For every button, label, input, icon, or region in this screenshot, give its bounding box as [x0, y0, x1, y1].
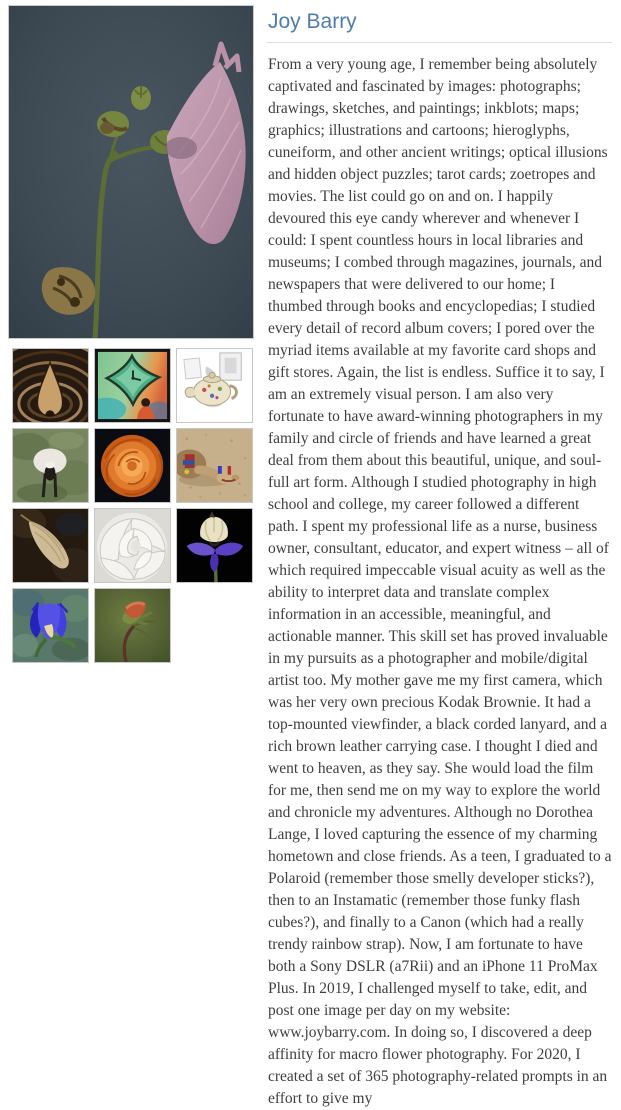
thumbnail-teapot-collage[interactable]: [176, 348, 253, 423]
melting-clock-surreal-photo: [95, 349, 170, 422]
thumbnail-flower-bud[interactable]: [94, 588, 171, 663]
pink-mallow-flower-photo: [9, 6, 253, 338]
sheep-in-field-photo: [13, 429, 88, 502]
thumbnail-orange-rose[interactable]: [94, 428, 171, 503]
thumbnail-white-rose[interactable]: [94, 508, 171, 583]
wood-vortex-teardrop-photo: [13, 349, 88, 422]
thumbnail-camel-sand[interactable]: [176, 428, 253, 503]
dried-seed-pod-photo: [13, 509, 88, 582]
orange-rose-photo: [95, 429, 170, 502]
thumbnail-melting-clock[interactable]: [94, 348, 171, 423]
bio-column: [267, 0, 612, 1110]
thumbnail-seed-pod[interactable]: [12, 508, 89, 583]
purple-iris-photo: [177, 509, 252, 582]
thumbnail-sheep[interactable]: [12, 428, 89, 503]
thumbnail-purple-iris[interactable]: [176, 508, 253, 583]
thumbnail-blue-flower[interactable]: [12, 588, 89, 663]
thumbnail-wood-vortex[interactable]: [12, 348, 89, 423]
featured-photo-frame[interactable]: [8, 5, 254, 339]
blue-flower-photo: [13, 589, 88, 662]
page-title: Joy Barry: [268, 10, 357, 33]
title-divider: [267, 42, 612, 43]
white-rose-photo: [95, 509, 170, 582]
bio-text: From a very young age, I remember being absolutely captivated and fascinated by images: photographs; drawings, sketches, and paintings; inkblots; maps; graphics; illustrations and cartoons; hieroglyphs, cuneiform, and other ancient writings; optical illusions and hidden object puzzles; tarot cards; zoetropes and movies. The list could go on and on. I happily devoured this eye candy wherever and whenever I could: I spent countless hours in local libraries and museums; I combed through magazines, journals, and newspapers that were delivered to our home; I thumbed through books and encyclopedias; I studied every detail of record album covers; I pored over the myriad items available at my favorite card shops and gift stores. Again, the list is endless. Suffice it to say, I am an extremely visual person. I am also very fortunate to have award-winning photographers in my family and circle of friends and have learned a great deal from them about this beautiful, unique, and soul-full art form. Although I studied photography in high school and college, my career followed a different path. I spent my professional life as a nurse, business owner, consultant, educator, and expert witness – all of which required impeccable visual acuity as well as the ability to interpret data and translate complex information in an accessible, meaningful, and actionable manner. This skill set has proved invaluable in my pursuits as a photographer and mobile/digital artist too. My mother gave me my first camera, which was her very own precious Kodak Brownie. It had a top-mounted viewfinder, a black corded lanyard, and a rich brown leather carrying case. I thought I died and went to heaven, as they say. She would load the film for me, then send me on my way to explore the world and chronicle my adventures. Although no Dorothea Lange, I loved capturing the essence of my charming hometown and close friends. As a teen, I graduated to a Polaroid (remember those smelly developer sticks?), then to an Instamatic (remember those funky flash cubes?), and finally to a Canon (which had a really trendy rainbow strap). Now, I am fortunate to have both a Sony DSLR (a7Rii) and an iPhone 11 ProMax Plus. In 2019, I challenged myself to take, edit, and post one image per day on my website: www.joybarry.com. In doing so, I discovered a deep affinity for macro flower photography. For 2020, I created a set of 365 photography-related prompts in an effort to give my: [268, 56, 612, 1107]
camel-on-sand-photo: [177, 429, 252, 502]
gallery-thumbnail-grid: [12, 348, 254, 663]
flower-bud-photo: [95, 589, 170, 662]
teapot-collage-photo: [177, 349, 252, 422]
